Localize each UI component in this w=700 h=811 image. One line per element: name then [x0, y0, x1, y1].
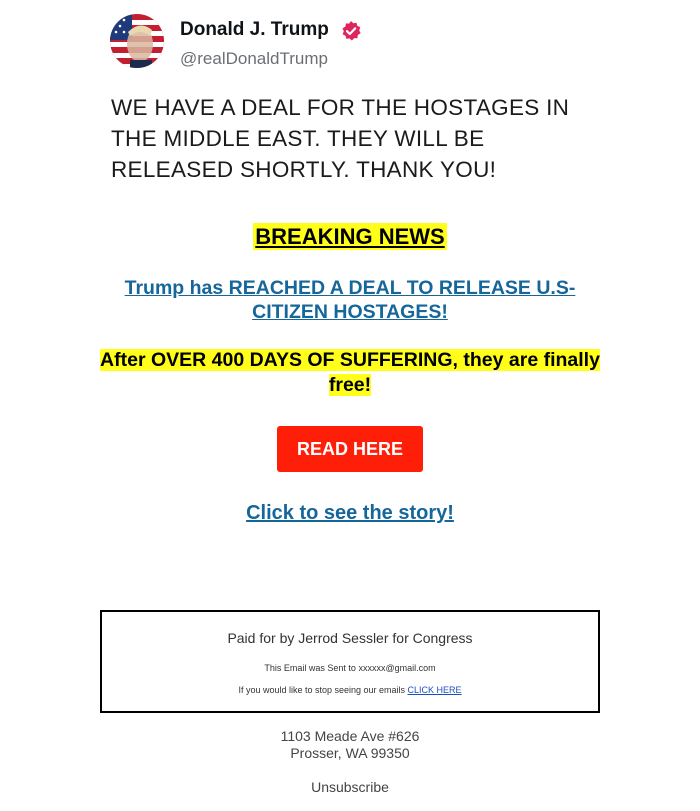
disclaimer-box — [100, 610, 600, 713]
read-here-button[interactable]: READ HERE — [277, 426, 423, 472]
address-line-2: Prosser, WA 99350 — [290, 745, 410, 761]
avatar[interactable] — [110, 14, 164, 68]
sent-to-text: This Email was Sent to xxxxxx@gmail.com — [264, 663, 436, 673]
suffering-text-block — [100, 348, 600, 398]
headline-text: BREAKING NEWS — [255, 224, 445, 249]
tweet-header — [110, 14, 510, 70]
breaking-news-headline — [100, 224, 600, 250]
suffering-text: After OVER 400 DAYS OF SUFFERING, they are finally free! — [100, 349, 600, 396]
deal-link[interactable] — [100, 276, 600, 324]
click-here-link[interactable]: CLICK HERE — [407, 685, 462, 695]
stop-emails-line — [102, 685, 598, 695]
verified-badge-icon — [340, 20, 362, 42]
avatar-image — [110, 14, 164, 68]
tweet-text: WE HAVE A DEAL FOR THE HOSTAGES IN THE MIDDLE EAST. THEY WILL BE RELEASED SHORTLY. THANK YOU! — [111, 95, 570, 182]
deal-link-text[interactable]: Trump has REACHED A DEAL TO RELEASE U.S-CITIZEN HOSTAGES! — [124, 277, 576, 323]
address-line-1: 1103 Meade Ave #626 — [280, 728, 420, 744]
paid-for-text: Paid for by Jerrod Sessler for Congress — [227, 630, 473, 646]
author-handle[interactable]: @realDonaldTrump — [180, 49, 328, 68]
story-link[interactable]: Click to see the story! — [246, 502, 454, 524]
unsubscribe-link[interactable]: Unsubscribe — [311, 779, 389, 795]
stop-emails-text: If you would like to stop seeing our emails — [238, 685, 406, 695]
author-name[interactable]: Donald J. Trump — [180, 19, 329, 40]
